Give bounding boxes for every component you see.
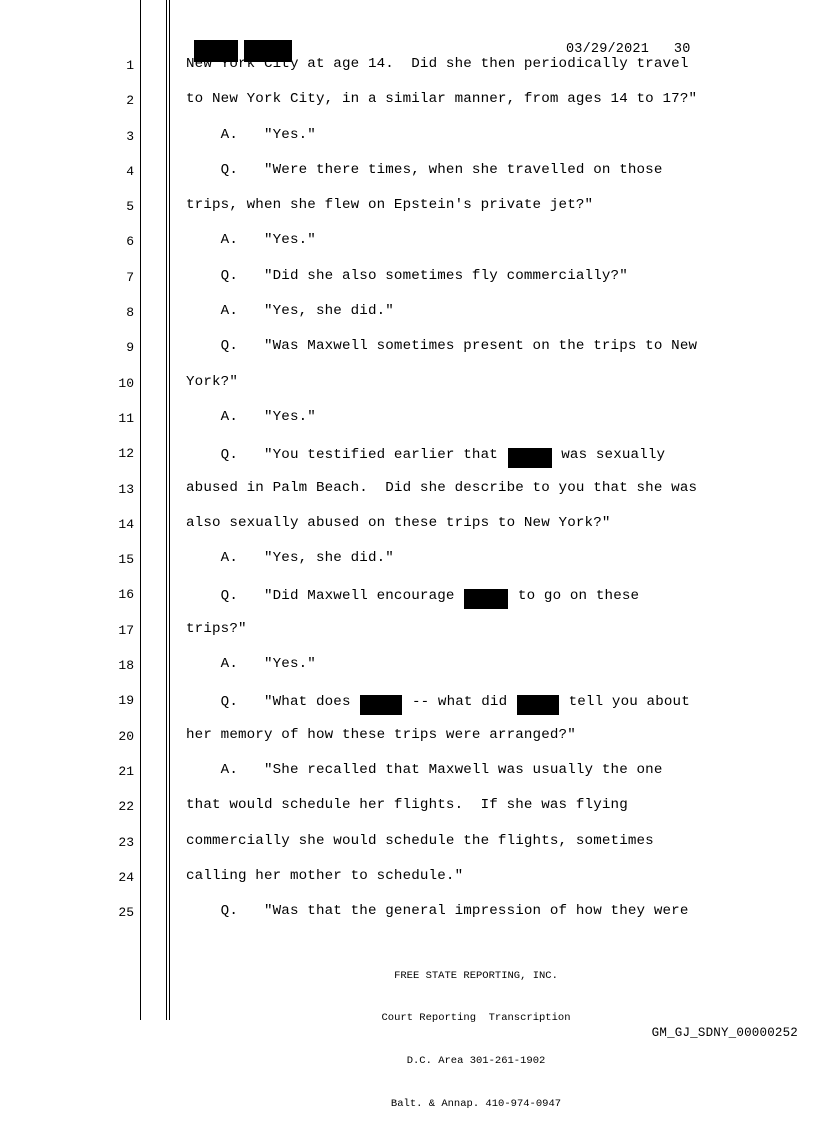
line-number: 7 [126, 269, 134, 285]
line-number: 8 [126, 305, 134, 321]
redaction-block [508, 448, 552, 468]
transcript-line [0, 123, 816, 158]
transcript-line [0, 581, 816, 616]
line-number: 12 [118, 446, 134, 462]
footer-dc-phone: D.C. Area 301-261-1902 [406, 1055, 546, 1068]
line-text: A. "She recalled that Maxwell was usually the one [186, 761, 663, 778]
line-number: 21 [118, 763, 134, 779]
line-text: Q. "You testified earlier that was sexually [186, 444, 665, 464]
line-number: 5 [126, 199, 134, 215]
line-text: A. "Yes, she did." [186, 550, 394, 567]
transcript-line [0, 440, 816, 475]
line-number: 22 [118, 799, 134, 815]
transcript-line [0, 546, 816, 581]
redaction-block [464, 589, 508, 609]
transcript-line [0, 334, 816, 369]
line-number: 1 [126, 58, 134, 73]
line-text: Q. "What does -- what did tell you about [186, 691, 690, 711]
line-number: 3 [126, 128, 134, 144]
transcript-line [0, 87, 816, 122]
transcript-line [0, 793, 816, 828]
line-text: also sexually abused on these trips to New York?" [186, 514, 611, 531]
line-number: 17 [118, 622, 134, 638]
line-text: New York City at age 14. Did she then periodically travel [186, 56, 689, 72]
line-number: 13 [118, 481, 134, 497]
line-number: 4 [126, 163, 134, 179]
transcript-body [0, 52, 816, 934]
transcript-line [0, 687, 816, 722]
line-text: calling her mother to schedule." [186, 867, 464, 884]
transcript-line [0, 264, 816, 299]
transcript-line [0, 723, 816, 758]
line-text: A. "Yes." [186, 656, 316, 673]
line-text: trips, when she flew on Epstein's private jet?" [186, 197, 594, 214]
transcript-line [0, 617, 816, 652]
line-number: 16 [118, 587, 134, 603]
redaction-block [360, 695, 402, 715]
transcript-line [0, 652, 816, 687]
line-text: her memory of how these trips were arranged?" [186, 726, 576, 743]
transcript-line [0, 511, 816, 546]
line-text: trips?" [186, 620, 247, 637]
line-number: 15 [118, 552, 134, 568]
redaction-block [517, 695, 559, 715]
line-number: 2 [126, 93, 134, 109]
line-number: 6 [126, 234, 134, 250]
line-number: 18 [118, 658, 134, 674]
line-text: Q. "Were there times, when she travelled on those [186, 161, 663, 178]
line-number: 14 [118, 516, 134, 532]
line-number: 11 [118, 410, 134, 426]
page-header [186, 18, 766, 57]
page-footer [186, 940, 766, 1140]
footer-services: Court Reporting Transcription [381, 1012, 571, 1025]
transcript-line [0, 864, 816, 899]
transcript-line [0, 52, 816, 87]
line-text: that would schedule her flights. If she was flying [186, 797, 628, 814]
transcript-line [0, 829, 816, 864]
line-number: 24 [118, 869, 134, 885]
transcript-line [0, 299, 816, 334]
line-number: 19 [118, 693, 134, 709]
bates-number: GM_GJ_SDNY_00000252 [651, 1026, 798, 1040]
transcript-line [0, 370, 816, 405]
line-text: Q. "Was Maxwell sometimes present on the trips to New [186, 338, 698, 355]
line-number: 25 [118, 905, 134, 921]
line-text: abused in Palm Beach. Did she describe to you that she was [186, 479, 698, 496]
line-number: 10 [118, 375, 134, 391]
line-number: 9 [126, 340, 134, 356]
line-text: A. "Yes, she did." [186, 303, 394, 320]
line-number: 23 [118, 834, 134, 850]
footer-balt-phone: Balt. & Annap. 410-974-0947 [390, 1098, 562, 1111]
transcript-line [0, 758, 816, 793]
footer-company: FREE STATE REPORTING, INC. [394, 969, 558, 982]
transcript-line [0, 228, 816, 263]
transcript-line [0, 899, 816, 934]
transcript-line [0, 476, 816, 511]
transcript-line [0, 193, 816, 228]
transcript-line [0, 158, 816, 193]
line-text: A. "Yes." [186, 126, 316, 143]
line-text: A. "Yes." [186, 408, 316, 425]
header-date-and-page: 03/29/2021 30 [566, 42, 691, 57]
line-text: A. "Yes." [186, 232, 316, 249]
transcript-line [0, 405, 816, 440]
line-text: Q. "Did Maxwell encourage to go on these [186, 585, 639, 605]
line-text: Q. "Did she also sometimes fly commercially?" [186, 267, 628, 284]
line-text: Q. "Was that the general impression of how they were [186, 903, 689, 920]
line-text: York?" [186, 373, 238, 390]
line-number: 20 [118, 728, 134, 744]
line-text: to New York City, in a similar manner, from ages 14 to 17?" [186, 91, 698, 108]
line-text: commercially she would schedule the flights, sometimes [186, 832, 654, 849]
